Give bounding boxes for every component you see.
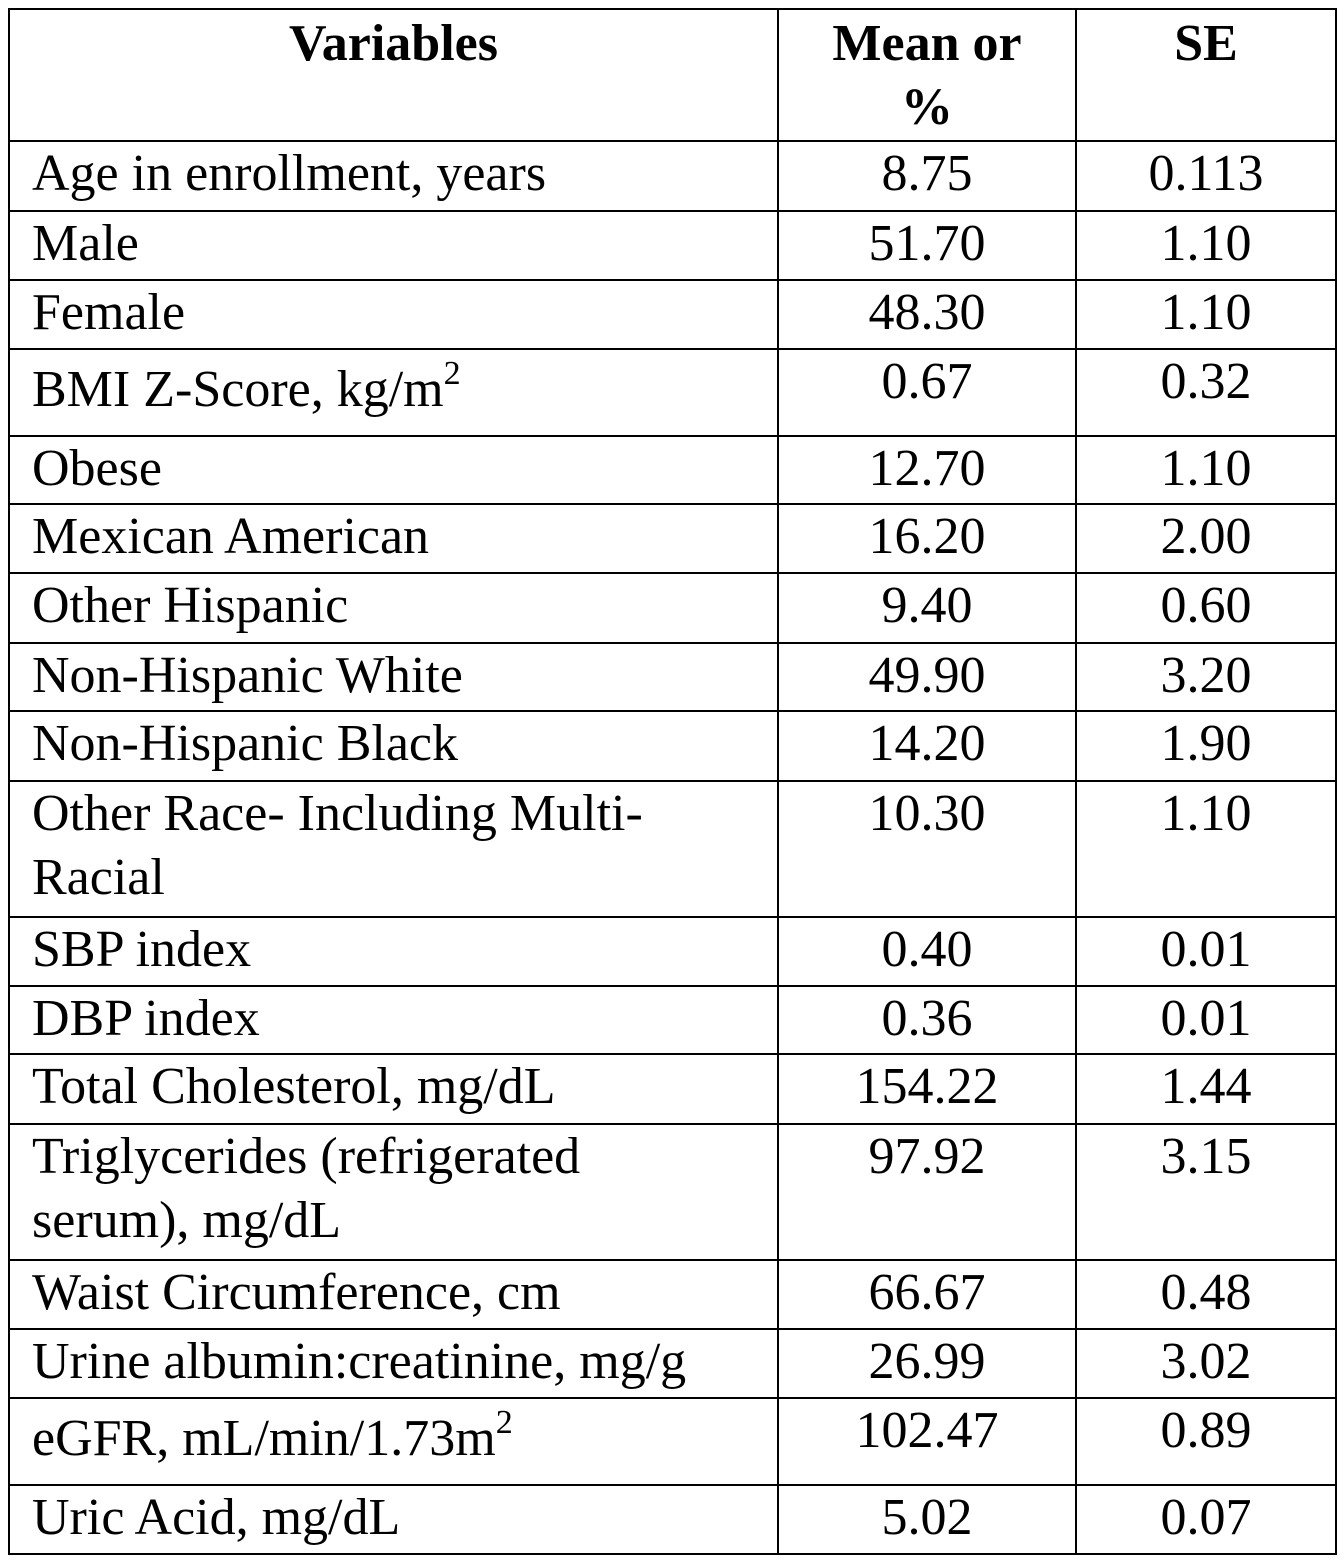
table-row (9, 711, 1336, 781)
table-row (9, 211, 1336, 280)
table-row (9, 917, 1336, 986)
se-cell: 1.10 (1076, 781, 1336, 917)
variable-cell: Total Cholesterol, mg/dL (9, 1054, 778, 1124)
variable-cell: Urine albumin:creatinine, mg/g (9, 1329, 778, 1398)
mean-cell: 14.20 (778, 711, 1076, 781)
se-cell: 1.44 (1076, 1054, 1336, 1124)
variable-cell: SBP index (9, 917, 778, 986)
se-cell: 3.02 (1076, 1329, 1336, 1398)
variable-cell: Waist Circumference, cm (9, 1260, 778, 1329)
variable-text-with-superscript (32, 1399, 513, 1471)
table-row (9, 1260, 1336, 1329)
mean-cell: 8.75 (778, 141, 1076, 211)
table-row (9, 141, 1336, 211)
superscript: 2 (443, 355, 461, 392)
mean-cell: 0.67 (778, 349, 1076, 436)
mean-cell: 9.40 (778, 573, 1076, 643)
variable-cell: Female (9, 280, 778, 349)
superscript: 2 (495, 1404, 513, 1441)
se-cell: 1.10 (1076, 436, 1336, 504)
table-row (9, 1329, 1336, 1398)
mean-cell: 66.67 (778, 1260, 1076, 1329)
mean-cell: 0.36 (778, 986, 1076, 1054)
table-row (9, 1485, 1336, 1554)
variable-text: BMI Z-Score, kg/m (32, 361, 444, 418)
se-cell: 0.60 (1076, 573, 1336, 643)
mean-cell: 154.22 (778, 1054, 1076, 1124)
se-cell: 1.90 (1076, 711, 1336, 781)
se-cell: 1.10 (1076, 211, 1336, 280)
mean-cell: 0.40 (778, 917, 1076, 986)
table-row (9, 1398, 1336, 1485)
variable-text: eGFR, mL/min/1.73m (32, 1410, 496, 1467)
variable-cell: Obese (9, 436, 778, 504)
mean-cell: 10.30 (778, 781, 1076, 917)
variable-cell: Non-Hispanic Black (9, 711, 778, 781)
variable-cell: Other Race- Including Multi-Racial (9, 781, 778, 917)
variable-cell: Other Hispanic (9, 573, 778, 643)
mean-cell: 26.99 (778, 1329, 1076, 1398)
se-cell: 0.89 (1076, 1398, 1336, 1485)
variable-cell: Non-Hispanic White (9, 643, 778, 711)
table-row (9, 1124, 1336, 1260)
mean-cell: 5.02 (778, 1485, 1076, 1554)
mean-cell: 12.70 (778, 436, 1076, 504)
variable-cell: Uric Acid, mg/dL (9, 1485, 778, 1554)
mean-cell: 48.30 (778, 280, 1076, 349)
table-row (9, 643, 1336, 711)
variable-cell (9, 349, 778, 436)
mean-cell: 49.90 (778, 643, 1076, 711)
table-row (9, 280, 1336, 349)
mean-cell: 51.70 (778, 211, 1076, 280)
variable-cell: Age in enrollment, years (9, 141, 778, 211)
table-row (9, 781, 1336, 917)
header-variables: Variables (9, 9, 778, 141)
table-row (9, 986, 1336, 1054)
variable-cell: DBP index (9, 986, 778, 1054)
header-mean: Mean or % (778, 9, 1076, 141)
variable-cell: Male (9, 211, 778, 280)
se-cell: 3.20 (1076, 643, 1336, 711)
table-row (9, 504, 1336, 573)
se-cell: 0.01 (1076, 917, 1336, 986)
se-cell: 1.10 (1076, 280, 1336, 349)
header-se: SE (1076, 9, 1336, 141)
se-cell: 0.07 (1076, 1485, 1336, 1554)
variable-cell: Mexican American (9, 504, 778, 573)
mean-cell: 16.20 (778, 504, 1076, 573)
variable-cell (9, 1398, 778, 1485)
se-cell: 2.00 (1076, 504, 1336, 573)
table-row (9, 436, 1336, 504)
se-cell: 0.48 (1076, 1260, 1336, 1329)
table-row (9, 1054, 1336, 1124)
summary-statistics-table (8, 8, 1337, 1555)
se-cell: 0.32 (1076, 349, 1336, 436)
mean-cell: 97.92 (778, 1124, 1076, 1260)
se-cell: 0.113 (1076, 141, 1336, 211)
header-row (9, 9, 1336, 141)
se-cell: 3.15 (1076, 1124, 1336, 1260)
mean-cell: 102.47 (778, 1398, 1076, 1485)
table-row (9, 573, 1336, 643)
variable-text-with-superscript (32, 350, 461, 422)
table-row (9, 349, 1336, 436)
se-cell: 0.01 (1076, 986, 1336, 1054)
variable-cell: Triglycerides (refrigerated serum), mg/dL (9, 1124, 778, 1260)
